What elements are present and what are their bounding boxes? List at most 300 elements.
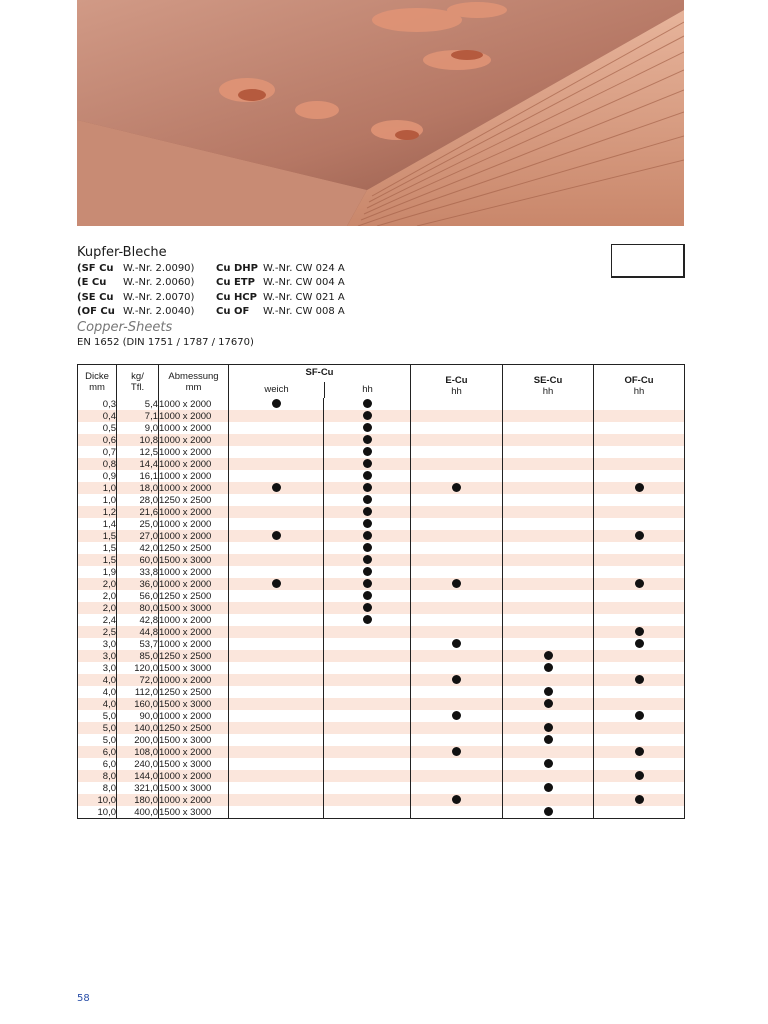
availability-dot-icon <box>452 795 461 804</box>
availability-dot-icon <box>272 483 281 492</box>
cell-abmessung: 1500 x 3000 <box>159 806 229 819</box>
cell-sfcu-weich <box>229 554 324 566</box>
cell-sfcu-hh <box>324 722 411 734</box>
cell-sfcu-weich <box>229 482 324 494</box>
table-row <box>78 662 685 674</box>
cell-sfcu-weich <box>229 626 324 638</box>
cell-kg: 200,0 <box>117 734 159 746</box>
cell-secu-hh <box>503 482 594 494</box>
availability-dot-icon <box>635 579 644 588</box>
header-ecu <box>411 365 503 399</box>
cell-sfcu-weich <box>229 686 324 698</box>
cell-ofcu-hh <box>594 506 685 518</box>
cell-abmessung: 1500 x 3000 <box>159 758 229 770</box>
cell-sfcu-weich <box>229 458 324 470</box>
cell-abmessung: 1000 x 2000 <box>159 674 229 686</box>
availability-dot-icon <box>272 579 281 588</box>
cell-dicke: 5,0 <box>78 710 117 722</box>
header-ofcu-label: OF-Cu <box>624 374 654 386</box>
cell-sfcu-hh <box>324 698 411 710</box>
grade-code: (OF Cu <box>77 305 115 317</box>
table-row <box>78 650 685 662</box>
cell-kg: 108,0 <box>117 746 159 758</box>
grade-row <box>77 291 345 305</box>
cell-secu-hh <box>503 734 594 746</box>
cell-ecu-hh <box>411 614 503 626</box>
availability-dot-icon <box>452 483 461 492</box>
cell-kg: 72,0 <box>117 674 159 686</box>
cell-dicke: 10,0 <box>78 806 117 819</box>
grade-row <box>77 276 345 290</box>
cell-dicke: 1,0 <box>78 494 117 506</box>
grade-wnr-en: W.-Nr. CW 021 A <box>263 291 345 303</box>
cell-dicke: 6,0 <box>78 746 117 758</box>
cell-kg: 44,8 <box>117 626 159 638</box>
cell-secu-hh <box>503 638 594 650</box>
cell-abmessung: 1000 x 2000 <box>159 446 229 458</box>
cell-sfcu-weich <box>229 710 324 722</box>
table-header-row <box>78 365 685 399</box>
cell-secu-hh <box>503 626 594 638</box>
table-row <box>78 638 685 650</box>
cell-secu-hh <box>503 542 594 554</box>
table-row <box>78 446 685 458</box>
cell-sfcu-hh <box>324 482 411 494</box>
cell-ecu-hh <box>411 746 503 758</box>
cell-sfcu-weich <box>229 422 324 434</box>
availability-dot-icon <box>635 711 644 720</box>
cell-ecu-hh <box>411 602 503 614</box>
availability-dot-icon <box>363 459 372 468</box>
cell-ofcu-hh <box>594 710 685 722</box>
availability-dot-icon <box>363 531 372 540</box>
cell-dicke: 3,0 <box>78 638 117 650</box>
cell-dicke: 0,5 <box>78 422 117 434</box>
cell-sfcu-hh <box>324 542 411 554</box>
cell-ofcu-hh <box>594 482 685 494</box>
cell-secu-hh <box>503 746 594 758</box>
cell-sfcu-weich <box>229 758 324 770</box>
cell-sfcu-hh <box>324 530 411 542</box>
cell-kg: 21,6 <box>117 506 159 518</box>
cell-kg: 60,0 <box>117 554 159 566</box>
availability-dot-icon <box>363 447 372 456</box>
cell-abmessung: 1000 x 2000 <box>159 410 229 422</box>
cell-sfcu-hh <box>324 614 411 626</box>
cell-abmessung: 1000 x 2000 <box>159 794 229 806</box>
header-kg-unit: Tfl. <box>130 381 145 393</box>
table-row <box>78 746 685 758</box>
availability-dot-icon <box>363 471 372 480</box>
table-row <box>78 806 685 819</box>
cell-kg: 112,0 <box>117 686 159 698</box>
cell-ecu-hh <box>411 458 503 470</box>
cell-ecu-hh <box>411 638 503 650</box>
cell-ecu-hh <box>411 698 503 710</box>
cell-ecu-hh <box>411 530 503 542</box>
table-row <box>78 506 685 518</box>
cell-dicke: 0,3 <box>78 398 117 410</box>
header-ofcu <box>594 365 685 399</box>
availability-dot-icon <box>635 675 644 684</box>
cell-sfcu-weich <box>229 590 324 602</box>
cell-kg: 12,5 <box>117 446 159 458</box>
cell-kg: 14,4 <box>117 458 159 470</box>
grade-row <box>77 262 345 276</box>
table-row <box>78 674 685 686</box>
cell-ofcu-hh <box>594 602 685 614</box>
header-dicke <box>78 365 117 399</box>
header-kg-label: kg/ <box>131 370 144 382</box>
cell-sfcu-weich <box>229 446 324 458</box>
grade-list <box>77 262 345 319</box>
table-row <box>78 770 685 782</box>
header-abmessung-label: Abmessung <box>168 370 219 382</box>
cell-ofcu-hh <box>594 626 685 638</box>
cell-sfcu-hh <box>324 662 411 674</box>
availability-dot-icon <box>635 531 644 540</box>
cell-abmessung: 1500 x 3000 <box>159 782 229 794</box>
cell-dicke: 3,0 <box>78 650 117 662</box>
cell-ecu-hh <box>411 470 503 482</box>
availability-dot-icon <box>544 663 553 672</box>
cell-kg: 25,0 <box>117 518 159 530</box>
cell-abmessung: 1250 x 2500 <box>159 686 229 698</box>
availability-dot-icon <box>635 639 644 648</box>
table-body <box>78 398 685 819</box>
table-row <box>78 614 685 626</box>
grade-code-en: Cu HCP <box>216 291 257 303</box>
cell-secu-hh <box>503 410 594 422</box>
cell-ecu-hh <box>411 542 503 554</box>
cell-sfcu-weich <box>229 698 324 710</box>
cell-secu-hh <box>503 662 594 674</box>
grade-row <box>77 305 345 319</box>
cell-abmessung: 1500 x 3000 <box>159 698 229 710</box>
header-hh: hh <box>362 384 373 395</box>
cell-ofcu-hh <box>594 806 685 819</box>
cell-ecu-hh <box>411 590 503 602</box>
cell-abmessung: 1250 x 2500 <box>159 722 229 734</box>
cell-dicke: 0,8 <box>78 458 117 470</box>
table-row <box>78 602 685 614</box>
cell-kg: 16,1 <box>117 470 159 482</box>
cell-dicke: 1,5 <box>78 530 117 542</box>
cell-sfcu-weich <box>229 434 324 446</box>
cell-abmessung: 1000 x 2000 <box>159 530 229 542</box>
cell-secu-hh <box>503 506 594 518</box>
cell-sfcu-weich <box>229 794 324 806</box>
cell-abmessung: 1500 x 3000 <box>159 554 229 566</box>
cell-sfcu-weich <box>229 518 324 530</box>
availability-dot-icon <box>544 807 553 816</box>
availability-dot-icon <box>363 603 372 612</box>
availability-dot-icon <box>544 699 553 708</box>
cell-abmessung: 1000 x 2000 <box>159 398 229 410</box>
cell-sfcu-hh <box>324 650 411 662</box>
cell-sfcu-hh <box>324 782 411 794</box>
cell-sfcu-weich <box>229 566 324 578</box>
cell-ecu-hh <box>411 494 503 506</box>
availability-dot-icon <box>272 399 281 408</box>
availability-dot-icon <box>363 555 372 564</box>
cell-secu-hh <box>503 710 594 722</box>
cell-ecu-hh <box>411 626 503 638</box>
table-row <box>78 710 685 722</box>
header-dicke-unit: mm <box>89 381 105 393</box>
table-row <box>78 482 685 494</box>
cell-secu-hh <box>503 770 594 782</box>
cell-sfcu-weich <box>229 398 324 410</box>
availability-dot-icon <box>544 759 553 768</box>
cell-sfcu-hh <box>324 602 411 614</box>
cell-dicke: 10,0 <box>78 794 117 806</box>
cell-ecu-hh <box>411 770 503 782</box>
availability-dot-icon <box>635 747 644 756</box>
cell-sfcu-hh <box>324 494 411 506</box>
header-ofcu-hh: hh <box>633 385 645 397</box>
table-row <box>78 458 685 470</box>
table-row <box>78 794 685 806</box>
availability-dot-icon <box>544 783 553 792</box>
table-row <box>78 722 685 734</box>
cell-sfcu-weich <box>229 674 324 686</box>
cell-ofcu-hh <box>594 734 685 746</box>
cell-sfcu-weich <box>229 614 324 626</box>
cell-abmessung: 1000 x 2000 <box>159 506 229 518</box>
cell-ofcu-hh <box>594 782 685 794</box>
cell-secu-hh <box>503 590 594 602</box>
page-number: 58 <box>77 993 90 1004</box>
header-secu-label: SE-Cu <box>533 374 563 386</box>
cell-dicke: 0,6 <box>78 434 117 446</box>
availability-dot-icon <box>363 567 372 576</box>
cell-ofcu-hh <box>594 770 685 782</box>
cell-dicke: 4,0 <box>78 674 117 686</box>
cell-abmessung: 1500 x 3000 <box>159 734 229 746</box>
cell-sfcu-hh <box>324 458 411 470</box>
cell-kg: 42,0 <box>117 542 159 554</box>
availability-dot-icon <box>363 495 372 504</box>
cell-dicke: 0,9 <box>78 470 117 482</box>
availability-dot-icon <box>363 399 372 408</box>
cell-sfcu-hh <box>324 590 411 602</box>
cell-dicke: 2,0 <box>78 590 117 602</box>
availability-dot-icon <box>363 435 372 444</box>
header-dicke-label: Dicke <box>85 370 109 382</box>
cell-dicke: 1,9 <box>78 566 117 578</box>
cell-sfcu-hh <box>324 710 411 722</box>
cell-abmessung: 1000 x 2000 <box>159 770 229 782</box>
cell-abmessung: 1250 x 2500 <box>159 542 229 554</box>
cell-ecu-hh <box>411 410 503 422</box>
table-row <box>78 758 685 770</box>
cell-kg: 321,0 <box>117 782 159 794</box>
cell-secu-hh <box>503 446 594 458</box>
cell-abmessung: 1500 x 3000 <box>159 662 229 674</box>
cell-sfcu-hh <box>324 554 411 566</box>
cell-sfcu-hh <box>324 566 411 578</box>
availability-dot-icon <box>363 519 372 528</box>
availability-dot-icon <box>544 687 553 696</box>
header-abmessung-unit: mm <box>185 381 202 393</box>
cell-kg: 27,0 <box>117 530 159 542</box>
cell-sfcu-weich <box>229 650 324 662</box>
availability-dot-icon <box>452 711 461 720</box>
cell-kg: 33,8 <box>117 566 159 578</box>
grade-wnr-en: W.-Nr. CW 008 A <box>263 305 345 317</box>
availability-dot-icon <box>544 735 553 744</box>
cell-dicke: 1,5 <box>78 554 117 566</box>
cell-sfcu-weich <box>229 782 324 794</box>
availability-dot-icon <box>452 747 461 756</box>
cell-ofcu-hh <box>594 590 685 602</box>
table-row <box>78 566 685 578</box>
cell-ecu-hh <box>411 506 503 518</box>
cell-sfcu-hh <box>324 518 411 530</box>
cell-sfcu-hh <box>324 422 411 434</box>
cell-secu-hh <box>503 794 594 806</box>
cell-ofcu-hh <box>594 554 685 566</box>
grade-code-en: Cu ETP <box>216 277 255 289</box>
cell-sfcu-weich <box>229 578 324 590</box>
cell-abmessung: 1000 x 2000 <box>159 482 229 494</box>
cell-kg: 90,0 <box>117 710 159 722</box>
header-weich: weich <box>229 382 325 398</box>
cell-ofcu-hh <box>594 674 685 686</box>
header-kg <box>117 365 159 399</box>
cell-ofcu-hh <box>594 470 685 482</box>
cell-ecu-hh <box>411 710 503 722</box>
cell-dicke: 8,0 <box>78 770 117 782</box>
cell-ecu-hh <box>411 806 503 819</box>
cell-dicke: 5,0 <box>78 722 117 734</box>
cell-abmessung: 1000 x 2000 <box>159 746 229 758</box>
cell-ofcu-hh <box>594 614 685 626</box>
cell-ofcu-hh <box>594 686 685 698</box>
cell-secu-hh <box>503 554 594 566</box>
table-row <box>78 422 685 434</box>
availability-dot-icon <box>452 639 461 648</box>
cell-ecu-hh <box>411 758 503 770</box>
cell-ecu-hh <box>411 422 503 434</box>
cell-abmessung: 1000 x 2000 <box>159 422 229 434</box>
availability-dot-icon <box>635 771 644 780</box>
cell-dicke: 1,5 <box>78 542 117 554</box>
cell-kg: 400,0 <box>117 806 159 819</box>
cell-sfcu-hh <box>324 506 411 518</box>
cell-sfcu-hh <box>324 794 411 806</box>
cell-ecu-hh <box>411 650 503 662</box>
cell-sfcu-weich <box>229 410 324 422</box>
cell-sfcu-hh <box>324 626 411 638</box>
availability-dot-icon <box>363 411 372 420</box>
cell-ecu-hh <box>411 518 503 530</box>
cell-abmessung: 1000 x 2000 <box>159 566 229 578</box>
cell-ofcu-hh <box>594 566 685 578</box>
cell-sfcu-hh <box>324 806 411 819</box>
table-row <box>78 398 685 410</box>
cell-sfcu-hh <box>324 638 411 650</box>
cell-ofcu-hh <box>594 638 685 650</box>
copper-sheets-photo-art <box>77 0 684 226</box>
table-row <box>78 410 685 422</box>
cell-ofcu-hh <box>594 722 685 734</box>
cell-abmessung: 1000 x 2000 <box>159 434 229 446</box>
cell-secu-hh <box>503 494 594 506</box>
cell-ecu-hh <box>411 446 503 458</box>
cell-ecu-hh <box>411 782 503 794</box>
cell-secu-hh <box>503 806 594 819</box>
cell-ofcu-hh <box>594 794 685 806</box>
cell-ofcu-hh <box>594 494 685 506</box>
grade-code-en: Cu OF <box>216 305 250 317</box>
table-row <box>78 626 685 638</box>
cell-dicke: 5,0 <box>78 734 117 746</box>
cell-secu-hh <box>503 398 594 410</box>
cell-kg: 10,8 <box>117 434 159 446</box>
cell-secu-hh <box>503 698 594 710</box>
cell-sfcu-hh <box>324 686 411 698</box>
cell-dicke: 3,0 <box>78 662 117 674</box>
cell-sfcu-hh <box>324 758 411 770</box>
cell-dicke: 2,0 <box>78 578 117 590</box>
cell-sfcu-weich <box>229 722 324 734</box>
page-title: Kupfer-Bleche <box>77 245 167 260</box>
cell-dicke: 1,0 <box>78 482 117 494</box>
cell-abmessung: 1000 x 2000 <box>159 626 229 638</box>
cell-ecu-hh <box>411 566 503 578</box>
cell-sfcu-weich <box>229 662 324 674</box>
availability-dot-icon <box>363 615 372 624</box>
cell-sfcu-weich <box>229 638 324 650</box>
availability-dot-icon <box>363 423 372 432</box>
cell-kg: 7,1 <box>117 410 159 422</box>
cell-secu-hh <box>503 434 594 446</box>
cell-sfcu-hh <box>324 674 411 686</box>
grade-wnr-en: W.-Nr. CW 024 A <box>263 263 345 274</box>
cell-secu-hh <box>503 782 594 794</box>
cell-kg: 85,0 <box>117 650 159 662</box>
cell-sfcu-weich <box>229 530 324 542</box>
grade-wnr: W.-Nr. 2.0090) <box>123 263 195 274</box>
cell-secu-hh <box>503 470 594 482</box>
cell-sfcu-weich <box>229 734 324 746</box>
spec-box <box>611 244 685 278</box>
cell-kg: 144,0 <box>117 770 159 782</box>
availability-dot-icon <box>363 543 372 552</box>
cell-ecu-hh <box>411 674 503 686</box>
cell-ofcu-hh <box>594 746 685 758</box>
cell-secu-hh <box>503 686 594 698</box>
cell-kg: 5,4 <box>117 398 159 410</box>
cell-sfcu-weich <box>229 470 324 482</box>
cell-ecu-hh <box>411 554 503 566</box>
cell-kg: 240,0 <box>117 758 159 770</box>
cell-dicke: 0,7 <box>78 446 117 458</box>
cell-dicke: 0,4 <box>78 410 117 422</box>
cell-dicke: 2,5 <box>78 626 117 638</box>
table-row <box>78 530 685 542</box>
cell-kg: 180,0 <box>117 794 159 806</box>
cell-abmessung: 1250 x 2500 <box>159 590 229 602</box>
cell-ofcu-hh <box>594 758 685 770</box>
grade-wnr: W.-Nr. 2.0060) <box>123 277 195 289</box>
cell-sfcu-weich <box>229 806 324 819</box>
availability-dot-icon <box>452 675 461 684</box>
copper-sheets-table <box>77 364 685 819</box>
cell-secu-hh <box>503 602 594 614</box>
